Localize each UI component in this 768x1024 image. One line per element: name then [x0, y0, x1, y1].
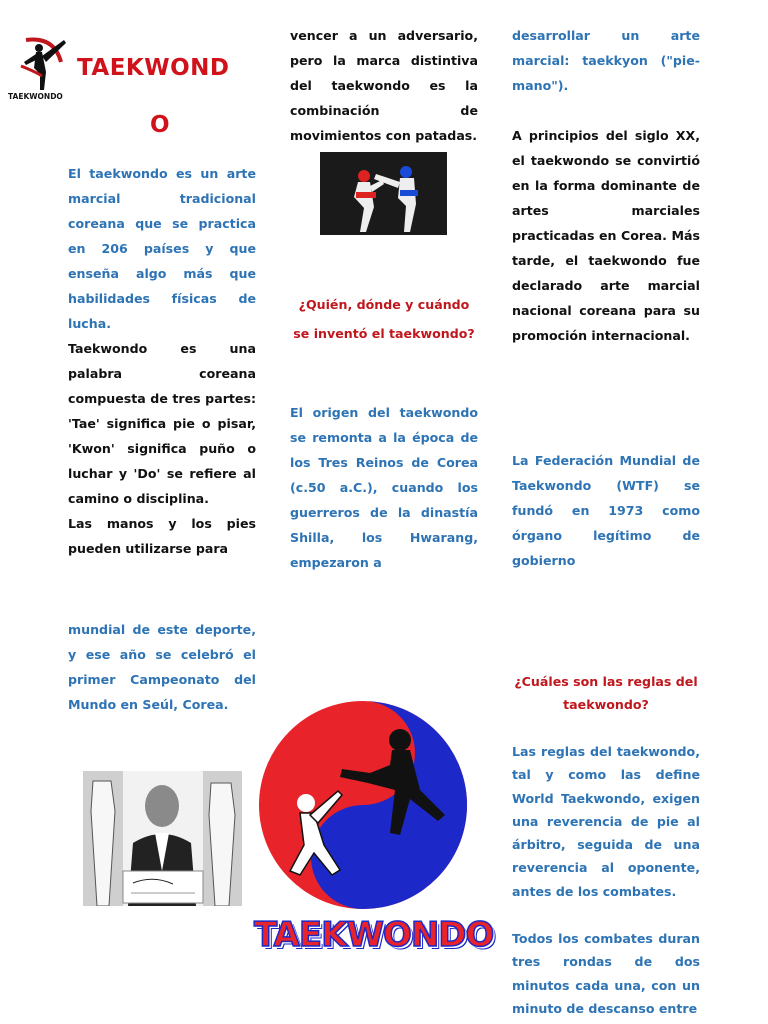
wtf-paragraph: La Federación Mundial de Taekwondo (WTF) se fundó en 1973 como órgano legítimo de gobierno — [512, 453, 700, 568]
origin-paragraph: El origen del taekwondo se remonta a la época de los Tres Reinos de Corea (c.50 a.C.), cuando los guerreros de la dinastía Shilla, los Hwarang, empezaron a — [290, 405, 478, 570]
section-heading-rules: ¿Cuáles son las reglas del taekwondo? — [514, 674, 698, 712]
hands-feet-paragraph: Las manos y los pies pueden utilizarse para — [68, 516, 256, 556]
world-federation-continuation: mundial de este deporte, y ese año se celebró el primer Campeonato del Mundo en Seúl, Corea. — [68, 622, 256, 712]
kicks-paragraph: vencer a un adversario, pero la marca distintiva del taekwondo es la combinación de movimientos con patadas. — [290, 28, 478, 143]
taekkyon-paragraph: desarrollar un arte marcial: taekkyon ("pie-mano"). — [512, 28, 700, 93]
intro-paragraph: El taekwondo es un arte marcial tradicional coreana que se practica en 206 países y que enseña algo más que habilidades físicas de lucha. — [68, 166, 256, 331]
founder-photo — [83, 771, 242, 906]
page-title-line1: TAEKWOND — [77, 55, 230, 81]
rounds-paragraph: Todos los combates duran tres rondas de dos minutos cada una, con un minuto de descanso entre — [512, 931, 700, 1016]
yin-yang-logo-text: TAEKWONDO — [254, 915, 494, 955]
word-meaning-paragraph: Taekwondo es una palabra coreana compuesta de tres partes: 'Tae' significa pie o pisar, 'Kwon' significa puño o luchar y 'Do' se refiere al camino o disciplina. — [68, 341, 256, 506]
twentieth-century-paragraph: A principios del siglo XX, el taekwondo se convirtió en la forma dominante de artes marciales practicadas en Corea. Más tarde, el taekwondo fue declarado arte marcial nacional coreana para su promoción internacional. — [512, 128, 700, 343]
fight-photo — [320, 152, 447, 235]
yin-yang-taekwondo-logo — [250, 695, 494, 965]
page-title-line2: O — [150, 112, 171, 138]
taekwondo-logo-image — [6, 32, 68, 102]
logo-caption: TAEKWONDO — [8, 92, 63, 101]
section-heading-origin: ¿Quién, dónde y cuándo se inventó el taekwondo? — [293, 297, 475, 341]
rules-paragraph: Las reglas del taekwondo, tal y como las define World Taekwondo, exigen una reverencia de pie al árbitro, seguida de una reverencia al oponente, antes de los combates. — [512, 744, 700, 899]
